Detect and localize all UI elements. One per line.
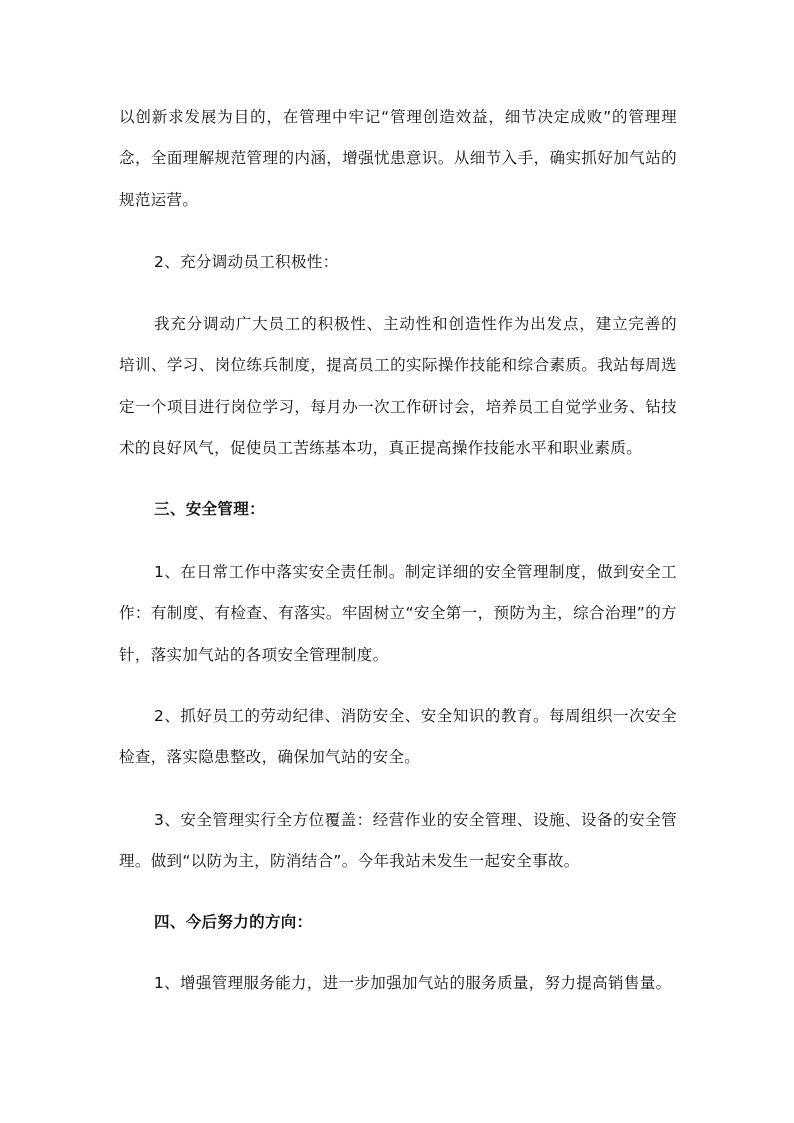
paragraph-safety-coverage: 3、安全管理实行全方位覆盖：经营作业的安全管理、设施、设备的安全管理。做到“以防为主，防消结合”。今年我站未发生一起安全事故。 bbox=[119, 811, 677, 871]
paragraph-service-improvement: 1、增强管理服务能力，进一步加强加气站的服务质量，努力提高销售量。 bbox=[154, 974, 672, 992]
section-heading-safety-management: 三、安全管理： bbox=[154, 500, 265, 518]
paragraph-staff-training: 我充分调动广大员工的积极性、主动性和创造性作为出发点，建立完善的培训、学习、岗位练兵制度，提高员工的实际操作技能和综合素质。我站每周选定一个项目进行岗位学习，每月办一次工作研讨会，培养员工自觉学业务、钻技术的良好风气，促使员工苦练基本功，真正提高操作技能水平和职业素质。 bbox=[119, 315, 677, 457]
paragraph-safety-education: 2、抓好员工的劳动纪律、消防安全、安全知识的教育。每周组织一次安全检查，落实隐患整改，确保加气站的安全。 bbox=[119, 707, 677, 767]
paragraph-management-philosophy: 以创新求发展为目的，在管理中牢记“管理创造效益，细节决定成败”的管理理念，全面理解规范管理的内涵，增强忧患意识。从细节入手，确实抓好加气站的规范运营。 bbox=[119, 108, 677, 209]
paragraph-safety-responsibility: 1、在日常工作中落实安全责任制。制定详细的安全管理制度，做到安全工作：有制度、有检查、有落实。牢固树立“安全第一，预防为主，综合治理”的方针，落实加气站的各项安全管理制度。 bbox=[119, 563, 677, 664]
section-heading-future-direction: 四、今后努力的方向： bbox=[154, 913, 313, 931]
subheading-staff-motivation: 2、充分调动员工积极性： bbox=[154, 253, 339, 271]
